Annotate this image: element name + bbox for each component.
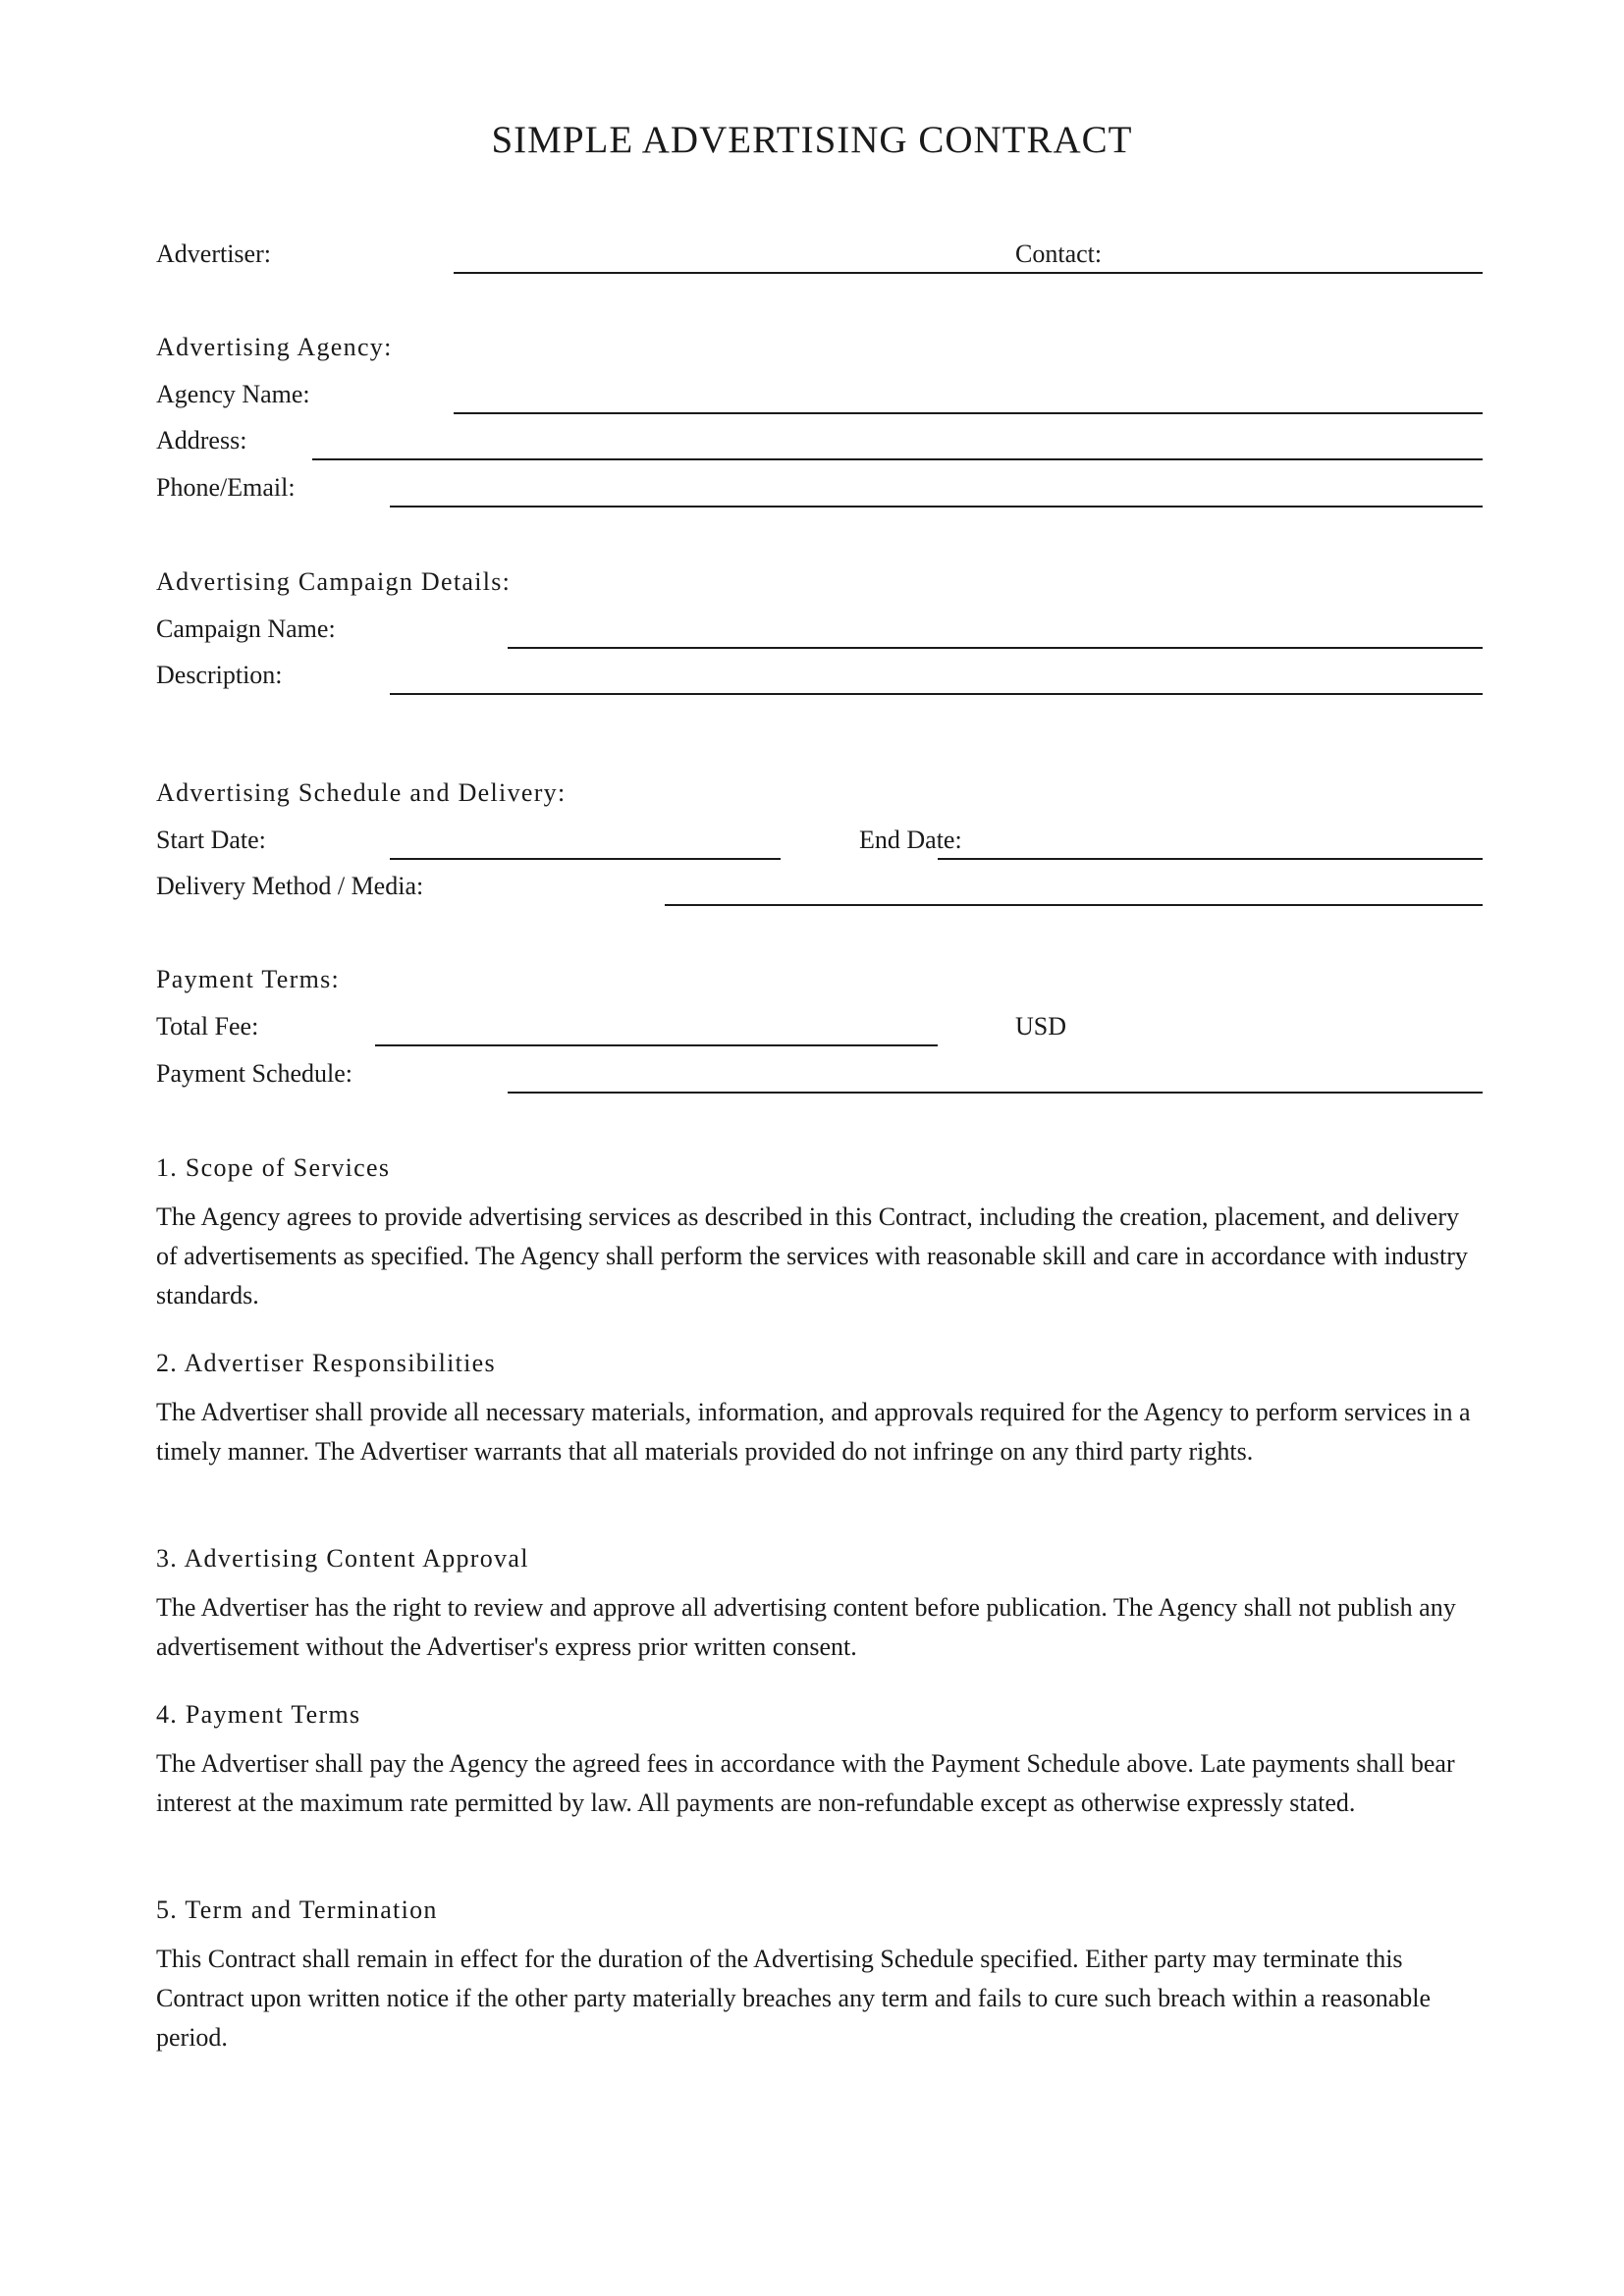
section-body: The Agency agrees to provide advertising services as described in this Contract, including the creation, placement, and delivery of advertisements as specified. The Agency shall perform the services with reasonable skill and care in accordance with industry standards. [156, 1202, 1468, 1309]
description-label: Description: [156, 661, 283, 689]
phone-email-field[interactable] [390, 477, 1483, 507]
total-fee-field[interactable] [375, 1016, 938, 1045]
delivery-method-underline [665, 904, 1483, 906]
advertiser-field[interactable] [454, 243, 1013, 273]
end-date-field[interactable] [938, 829, 1483, 859]
agency-heading: Advertising Agency: [156, 333, 393, 361]
schedule-heading: Advertising Schedule and Delivery: [156, 778, 567, 807]
section-heading: 2. Advertiser Responsibilities [156, 1349, 496, 1377]
section-body: This Contract shall remain in effect for the duration of the Advertising Schedule specified. Either party may terminate this Contract upon written notice if the other party materially breaches any term and fails to cure such breach within a reasonable period. [156, 1945, 1432, 2052]
currency-label: USD [1015, 1012, 1067, 1041]
description-underline [390, 693, 1483, 695]
phone-email-underline [390, 506, 1483, 507]
total-fee-label: Total Fee: [156, 1012, 259, 1041]
delivery-method-field[interactable] [665, 876, 1483, 905]
phone-email-label: Phone/Email: [156, 473, 296, 502]
end-date-underline [938, 858, 1483, 860]
address-label: Address: [156, 426, 247, 454]
delivery-method-label: Delivery Method / Media: [156, 872, 424, 900]
agency-name-underline [454, 412, 1483, 414]
contact-label: Contact: [1015, 240, 1103, 268]
agency-name-label: Agency Name: [156, 380, 310, 408]
start-date-underline [390, 858, 781, 860]
campaign-name-field[interactable] [508, 618, 1483, 648]
end-date-label: End Date: [859, 826, 962, 854]
section-heading: 4. Payment Terms [156, 1700, 361, 1729]
start-date-label: Start Date: [156, 826, 266, 854]
address-underline [312, 458, 1483, 460]
total-fee-underline [375, 1044, 938, 1046]
payment-heading: Payment Terms: [156, 965, 341, 993]
section-heading: 1. Scope of Services [156, 1153, 391, 1182]
agency-name-field[interactable] [454, 384, 1483, 413]
payment-schedule-field[interactable] [508, 1063, 1483, 1093]
payment-schedule-label: Payment Schedule: [156, 1059, 353, 1088]
contact-field[interactable] [1110, 243, 1483, 273]
address-field[interactable] [312, 430, 1483, 459]
description-field[interactable] [390, 665, 1483, 694]
payment-schedule-underline [508, 1092, 1483, 1094]
section-heading: 3. Advertising Content Approval [156, 1544, 529, 1573]
campaign-heading: Advertising Campaign Details: [156, 567, 512, 596]
document-title: SIMPLE ADVERTISING CONTRACT [491, 119, 1133, 161]
section-body: The Advertiser shall provide all necessary materials, information, and approvals required for the Agency to perform services in a timely manner. The Advertiser warrants that all materials provided do not infringe on any third party rights. [156, 1398, 1471, 1466]
section-heading: 5. Term and Termination [156, 1896, 438, 1924]
advertiser-label: Advertiser: [156, 240, 271, 268]
section-body: The Advertiser shall pay the Agency the agreed fees in accordance with the Payment Schedule above. Late payments shall bear interest at the maximum rate permitted by law. All payments are non-refundable except as otherwise expressly stated. [156, 1749, 1455, 1817]
campaign-name-label: Campaign Name: [156, 614, 336, 643]
campaign-name-underline [508, 647, 1483, 649]
section-body: The Advertiser has the right to review and approve all advertising content before publication. The Agency shall not publish any advertisement without the Advertiser's express prior written consent. [156, 1593, 1456, 1661]
start-date-field[interactable] [390, 829, 781, 859]
